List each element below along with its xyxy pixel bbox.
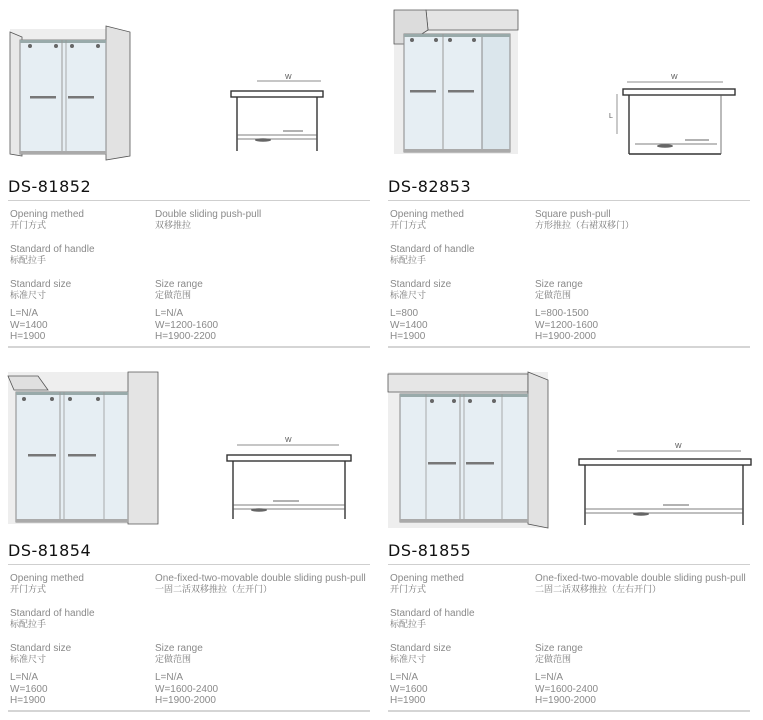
size-range-label: Size range 定做范围: [535, 643, 583, 665]
handle-label: Standard of handle 标配拉手: [390, 608, 475, 630]
product-card: [388, 368, 750, 720]
product-card: [8, 368, 370, 720]
floor-plan-drawing: [603, 433, 753, 528]
opening-label: Opening methed 开门方式: [10, 209, 84, 231]
opening-value: One-fixed-two-movable double sliding push-pull 一固二活双移推拉（左开门）: [155, 573, 366, 595]
dim-l-label: L: [609, 113, 613, 120]
standard-size-values: L=N/A W=1400 H=1900: [10, 308, 48, 342]
floor-plan-drawing: [223, 433, 373, 528]
dim-w-label: W: [675, 443, 682, 450]
standard-size-label: Standard size 标准尺寸: [10, 643, 72, 665]
divider: [8, 346, 370, 348]
standard-size-values: L=800 W=1400 H=1900: [390, 308, 428, 342]
opening-value: Double sliding push-pull 双移推拉: [155, 209, 262, 231]
dim-w-label: W: [285, 74, 292, 81]
size-range-values: L=N/A W=1600-2400 H=1900-2000: [155, 672, 219, 706]
divider: [8, 710, 370, 712]
size-range-values: L=800-1500 W=1200-1600 H=1900-2000: [535, 308, 599, 342]
standard-size-values: L=N/A W=1600 H=1900: [390, 672, 428, 706]
divider: [388, 346, 750, 348]
divider: [388, 200, 750, 201]
dim-w-label: W: [671, 74, 678, 81]
shower-door-photo: [8, 4, 218, 164]
product-card: [388, 4, 750, 356]
model-number: DS-81854: [8, 541, 92, 560]
handle-label: Standard of handle 标配拉手: [10, 608, 95, 630]
opening-label: Opening methed 开门方式: [390, 209, 464, 231]
standard-size-label: Standard size 标准尺寸: [390, 279, 452, 301]
product-card: [8, 4, 370, 356]
standard-size-label: Standard size 标准尺寸: [10, 279, 72, 301]
size-range-label: Size range 定做范围: [155, 643, 203, 665]
opening-value: Square push-pull 方形推拉（右裙双移门）: [535, 209, 635, 231]
floor-plan-drawing: [609, 64, 763, 159]
size-range-label: Size range 定做范围: [155, 279, 203, 301]
divider: [8, 200, 370, 201]
opening-label: Opening methed 开门方式: [10, 573, 84, 595]
handle-label: Standard of handle 标配拉手: [10, 244, 95, 266]
divider: [388, 710, 750, 712]
divider: [388, 564, 750, 565]
shower-door-photo: [388, 4, 598, 164]
size-range-values: L=N/A W=1600-2400 H=1900-2000: [535, 672, 599, 706]
size-range-label: Size range 定做范围: [535, 279, 583, 301]
shower-door-photo: [8, 368, 218, 528]
handle-label: Standard of handle 标配拉手: [390, 244, 475, 266]
dim-w-label: W: [285, 437, 292, 444]
model-number: DS-81855: [388, 541, 472, 560]
size-range-values: L=N/A W=1200-1600 H=1900-2200: [155, 308, 219, 342]
standard-size-label: Standard size 标准尺寸: [390, 643, 452, 665]
opening-value: One-fixed-two-movable double sliding push-pull 二固二活双移推拉（左右开门）: [535, 573, 746, 595]
floor-plan-drawing: [223, 69, 373, 164]
standard-size-values: L=N/A W=1600 H=1900: [10, 672, 48, 706]
model-number: DS-82853: [388, 177, 472, 196]
opening-label: Opening methed 开门方式: [390, 573, 464, 595]
divider: [8, 564, 370, 565]
shower-door-photo: [388, 368, 598, 528]
model-number: DS-81852: [8, 177, 92, 196]
